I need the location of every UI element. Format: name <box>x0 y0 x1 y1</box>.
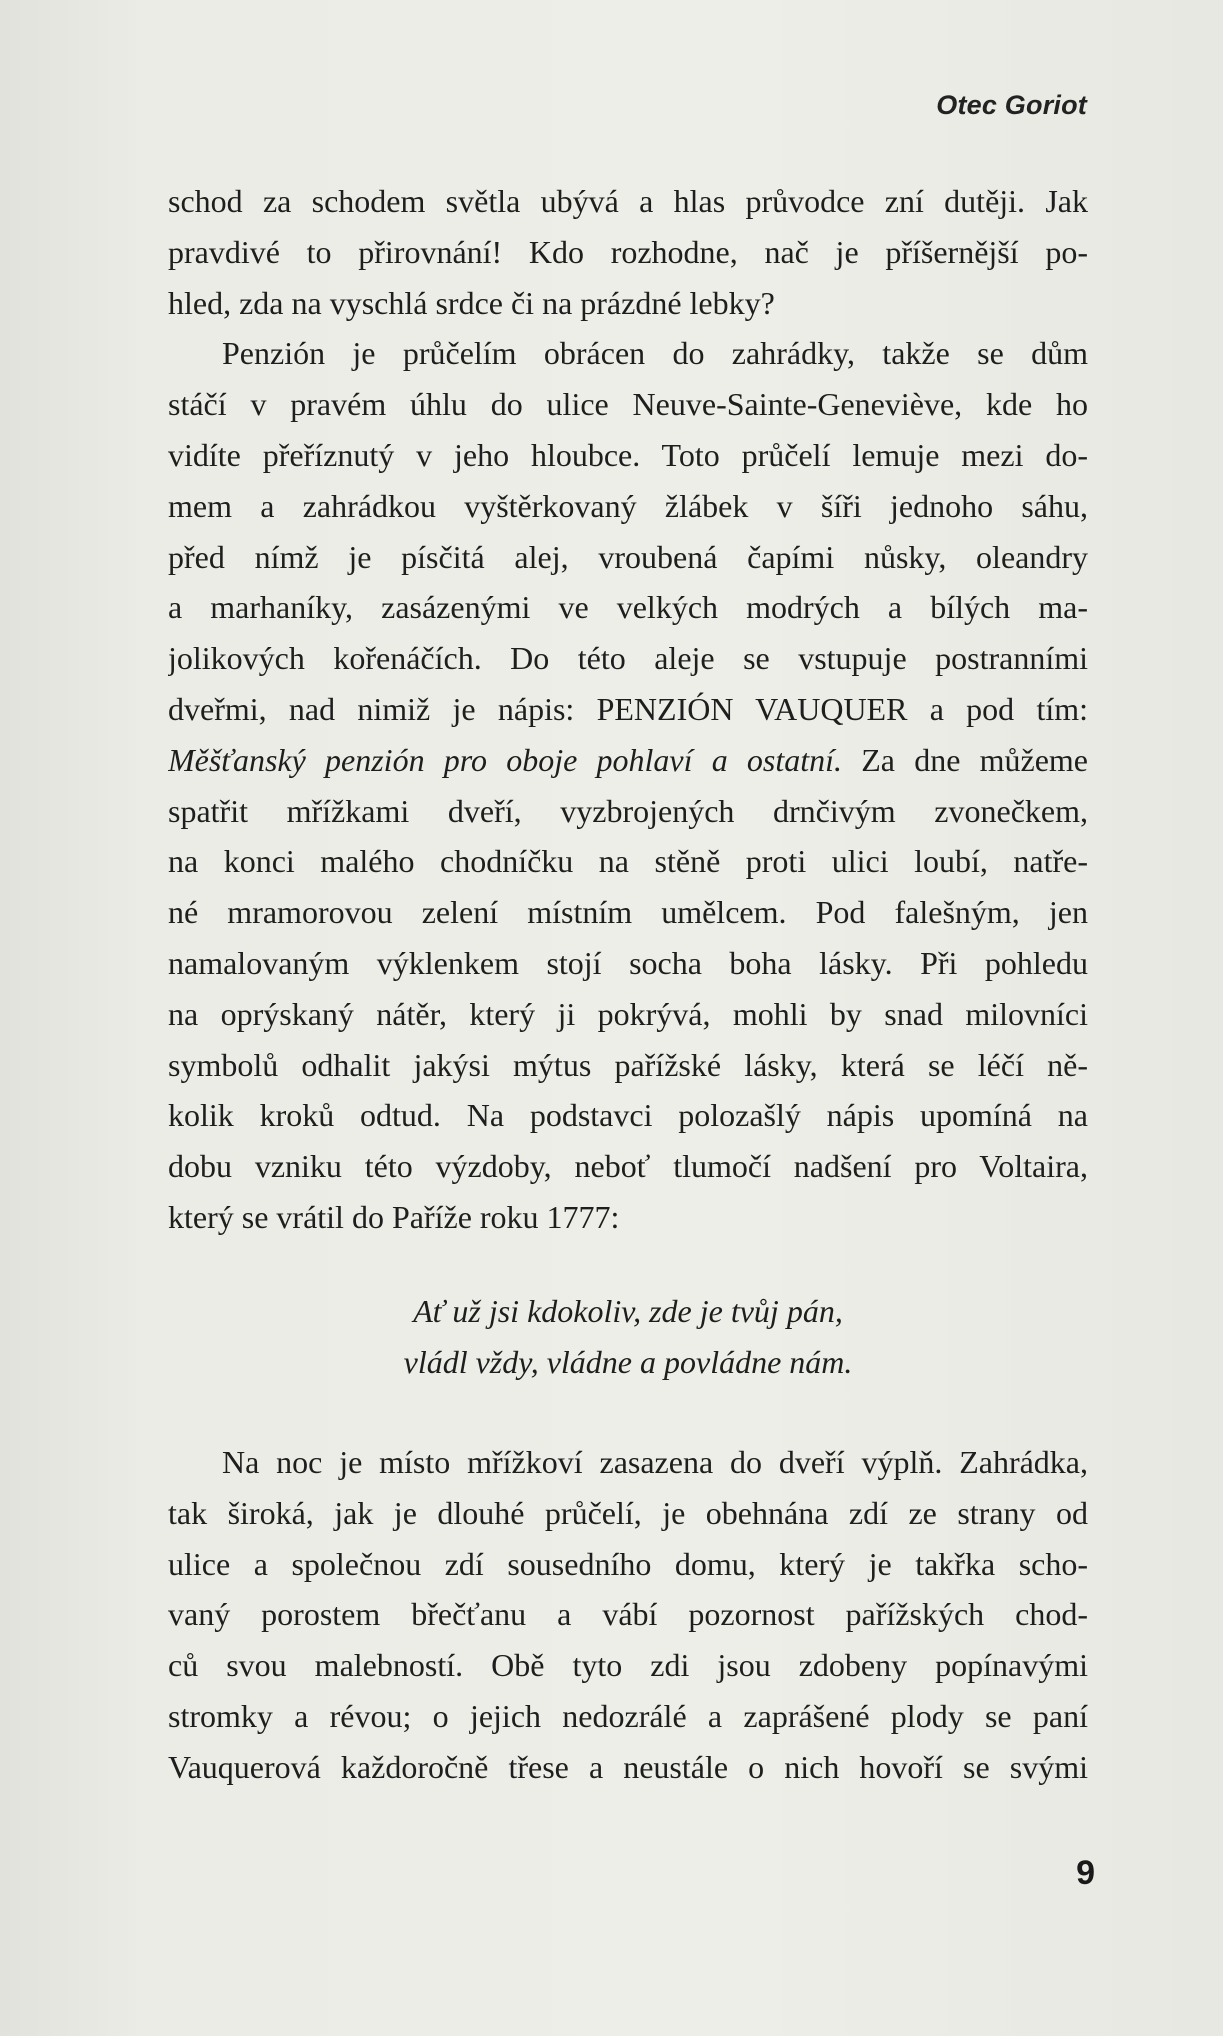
text-line: dobu vzniku této výzdoby, neboť tlumočí nadšení pro Voltaira, <box>168 1148 1088 1185</box>
text-line: kolik kroků odtud. Na podstavci polozašlý nápis upomíná na <box>168 1097 1088 1134</box>
text-line: na konci malého chodníčku na stěně proti ulici loubí, natře- <box>168 843 1088 880</box>
text-line: vidíte přeříznutý v jeho hloubce. Toto průčelí lemuje mezi do- <box>168 436 1088 473</box>
verse-line: vládl vždy, vládne a povládne nám. <box>403 1344 853 1380</box>
text-line: mem a zahrádkou vyštěrkovaný žlábek v šíři jednoho sáhu, <box>168 487 1088 524</box>
text-line: spatřit mřížkami dveří, vyzbrojených drnčivým zvonečkem, <box>168 792 1088 829</box>
text-line: schod za schodem světla ubývá a hlas průvodce zní dutěji. Jak <box>168 183 1088 219</box>
text-line: dveřmi, nad nimiž je nápis: PENZIÓN VAUQUER a pod tím: <box>168 690 1088 727</box>
page-number: 9 <box>1076 1854 1095 1892</box>
text-line: tak široká, jak je dlouhé průčelí, je obehnána zdí ze strany od <box>168 1494 1088 1531</box>
text-line: né mramorovou zelení místním umělcem. Pod falešným, jen <box>168 894 1088 931</box>
running-head: Otec Goriot <box>936 90 1087 120</box>
verse-block <box>168 1286 1088 1388</box>
text-line: stáčí v pravém úhlu do ulice Neuve-Sainte-Geneviève, kde ho <box>168 386 1088 423</box>
text-line: pravdivé to přirovnání! Kdo rozhodne, nač je příšernější po- <box>168 233 1088 270</box>
text-line: a marhaníky, zasázenými ve velkých modrých a bílých ma- <box>168 589 1088 626</box>
text-fragment: Za dne můžeme <box>861 741 1088 778</box>
text-line: ulice a společnou zdí sousedního domu, který je takřka scho- <box>168 1545 1088 1582</box>
text-line: Vauquerová každoročně třese a neustále o nich hovoří se svými <box>168 1748 1088 1785</box>
text-line: jolikových kořenáčích. Do této aleje se vstupuje postranními <box>168 640 1088 677</box>
text-line: ců svou malebností. Obě tyto zdi jsou zdobeny popínavými <box>168 1647 1088 1684</box>
verse-line: Ať už jsi kdokoliv, zde je tvůj pán, <box>413 1293 843 1329</box>
text-line: symbolů odhalit jakýsi mýtus pařížské lásky, která se léčí ně- <box>168 1046 1088 1083</box>
text-line: vaný porostem břečťanu a vábí pozornost pařížských chod- <box>168 1596 1088 1633</box>
text-line: hled, zda na vyschlá srdce či na prázdné lebky? <box>168 284 775 321</box>
text-line-mixed <box>168 735 1088 786</box>
text-line: namalovaným výklenkem stojí socha boha lásky. Při pohledu <box>168 944 1088 981</box>
text-line: stromky a révou; o jejich nedozrálé a zaprášené plody se paní <box>168 1697 1088 1734</box>
text-line: před nímž je písčitá alej, vroubená čapími nůsky, oleandry <box>168 538 1088 575</box>
text-line: Penzión je průčelím obrácen do zahrádky, takže se dům <box>222 335 1088 372</box>
text-line: který se vrátil do Paříže roku 1777: <box>168 1198 620 1235</box>
text-line: Na noc je místo mřížkoví zasazena do dveří výplň. Zahrádka, <box>222 1444 1088 1480</box>
italic-inscription: Měšťanský penzión pro oboje pohlaví a ostatní. <box>168 741 843 778</box>
text-block-1 <box>168 176 1088 1243</box>
text-line: na oprýskaný nátěr, který ji pokrývá, mohli by snad milovníci <box>168 995 1088 1032</box>
text-block-2 <box>168 1437 1088 1793</box>
